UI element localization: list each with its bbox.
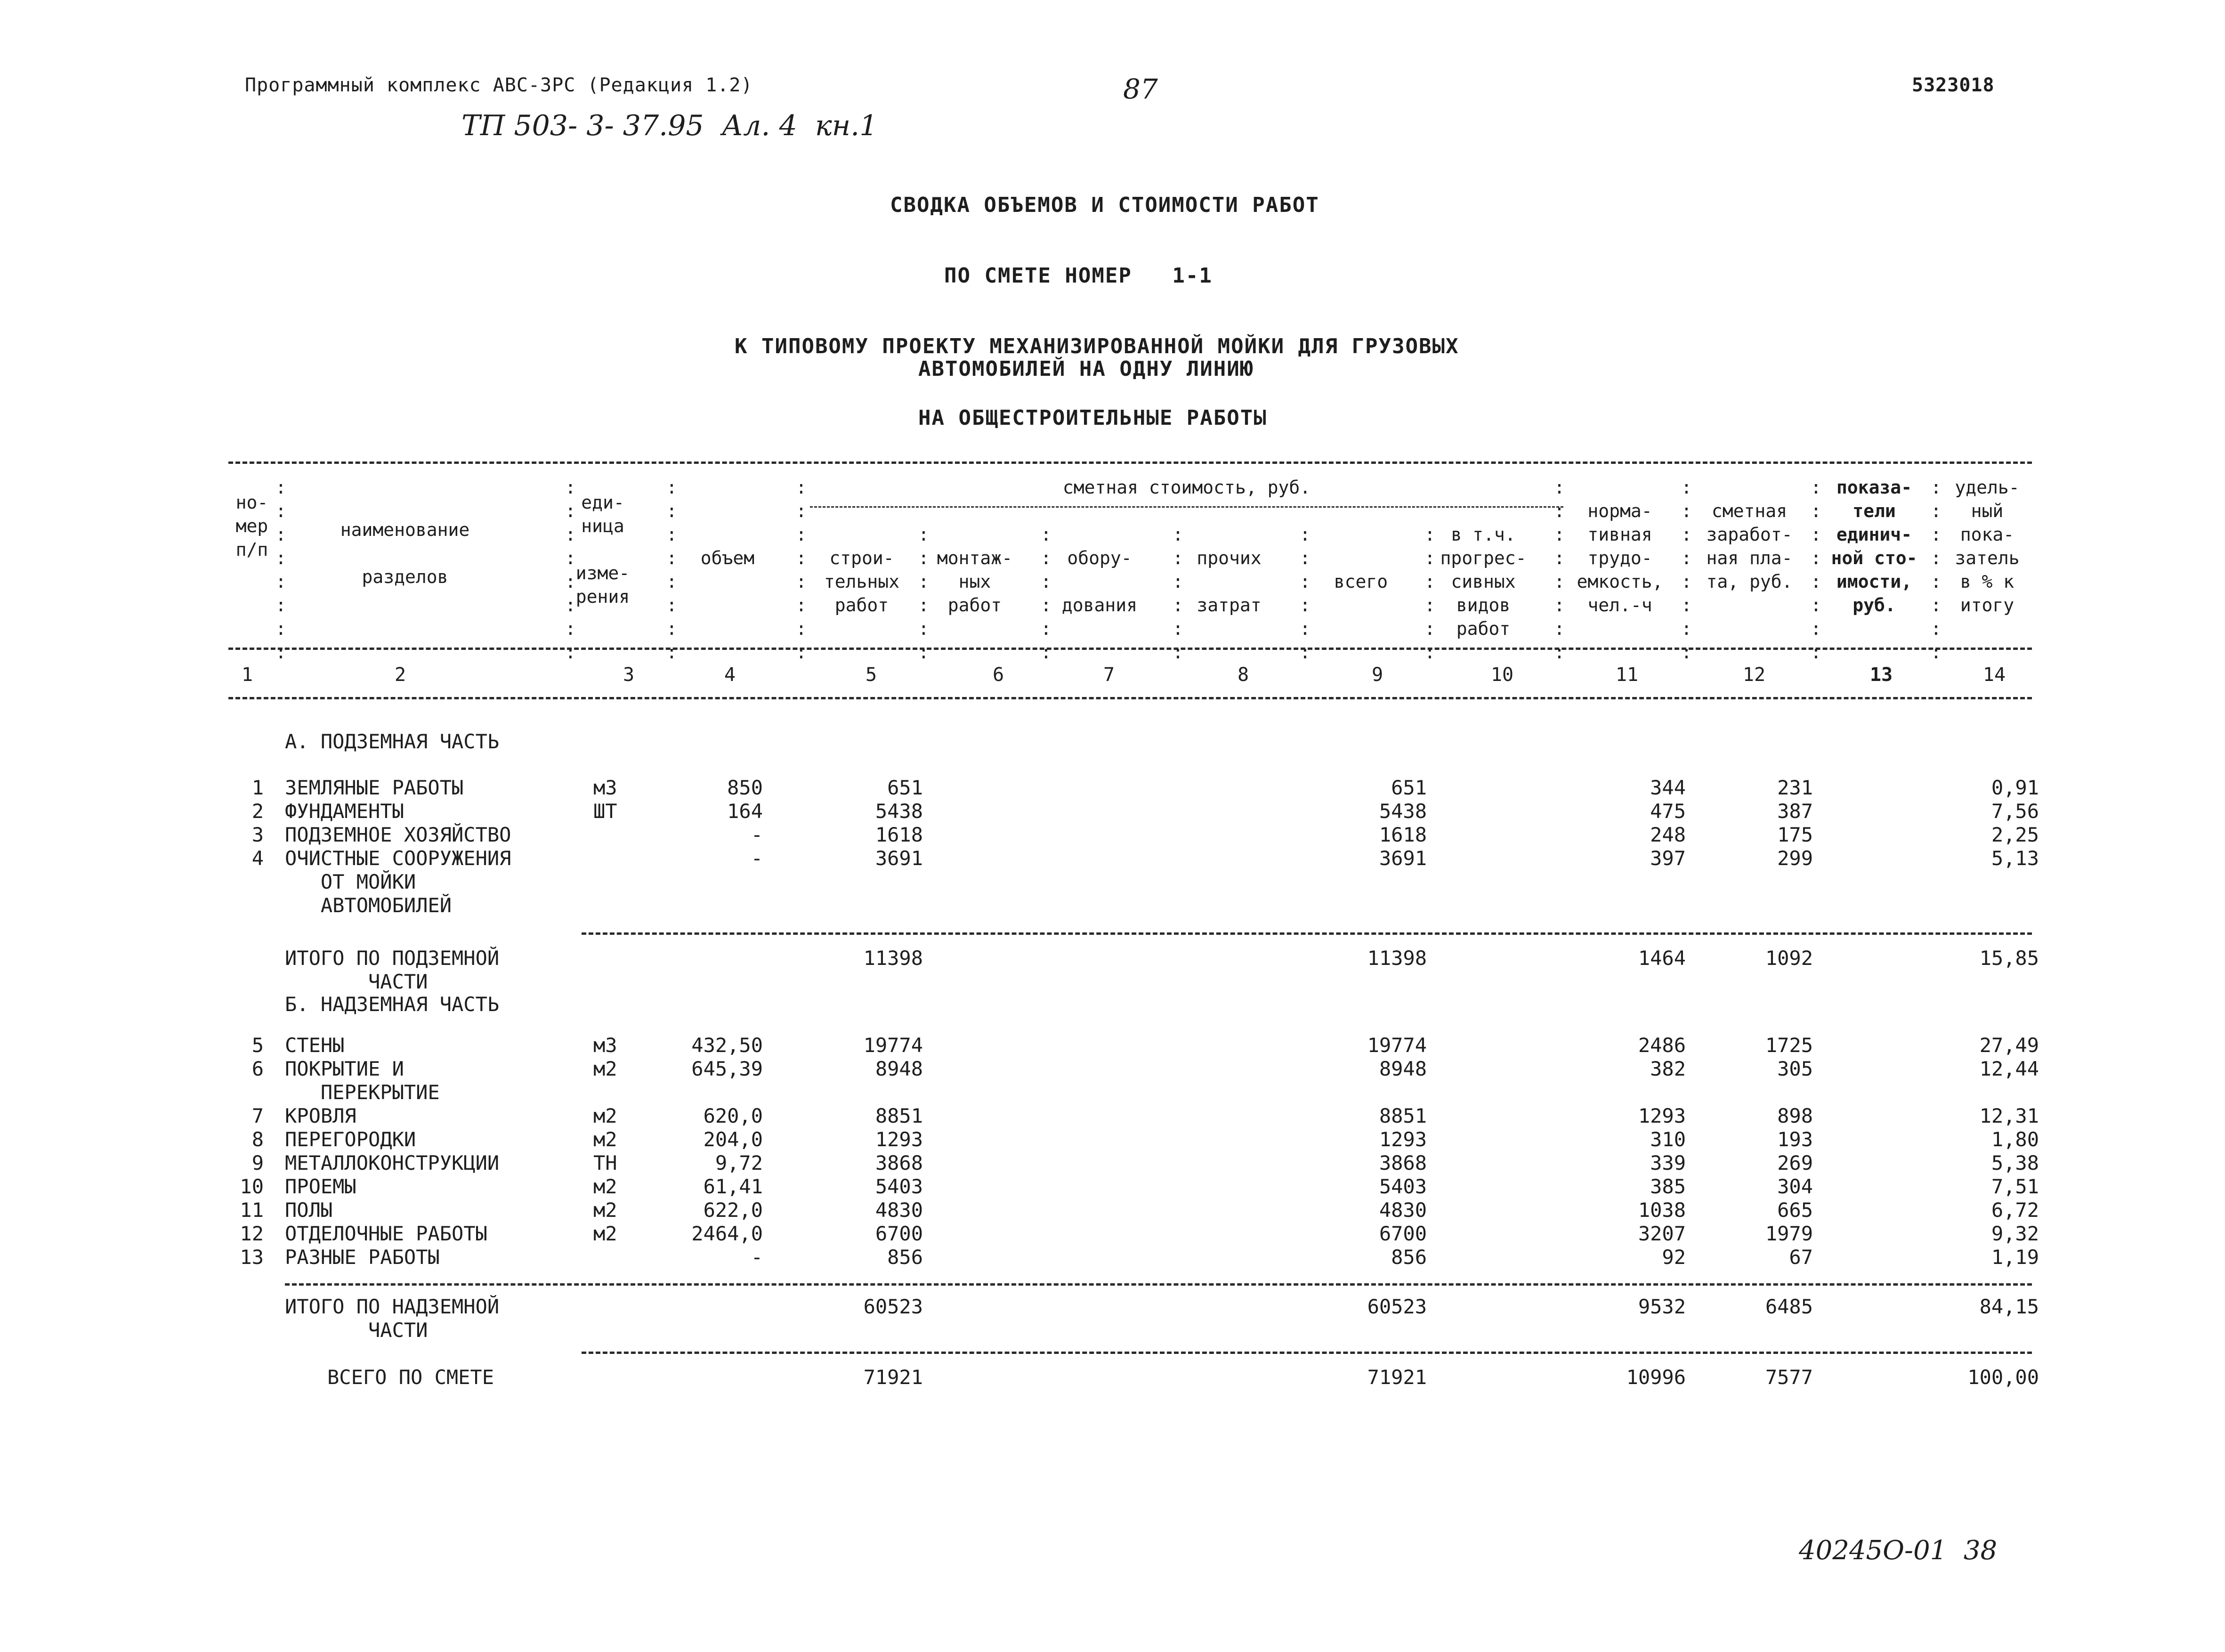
row-number: 1 xyxy=(251,776,264,799)
col-header-cost-group: сметная стоимость, руб. xyxy=(1062,477,1311,498)
row-number: 3 xyxy=(251,823,264,846)
row-wages: 665 xyxy=(1777,1199,1813,1222)
row-wages: 1979 xyxy=(1765,1222,1813,1245)
row-unit: м3 xyxy=(593,1034,617,1057)
section-b-total-rule xyxy=(285,1283,2032,1286)
row-labor: 382 xyxy=(1650,1057,1686,1080)
row-name: ПОДЗЕМНОЕ ХОЗЯЙСТВО xyxy=(285,823,511,846)
section-a-total-share: 15,85 xyxy=(1979,947,2039,970)
col-number: 6 xyxy=(992,664,1004,686)
row-share: 9,32 xyxy=(1991,1222,2039,1245)
col-header-equipment: обору- дования xyxy=(1061,548,1138,615)
col-header-wages: сметная заработ- ная пла- та, руб. xyxy=(1706,501,1793,592)
row-labor: 310 xyxy=(1650,1128,1686,1151)
row-number: 2 xyxy=(251,800,264,823)
col-header-installation: монтаж- ных работ xyxy=(937,548,1013,615)
col-header-other: прочих затрат xyxy=(1197,548,1262,615)
row-labor: 3207 xyxy=(1638,1222,1686,1245)
row-number: 5 xyxy=(251,1034,264,1057)
page-number: 87 xyxy=(1123,73,1158,105)
row-construction-cost: 19774 xyxy=(863,1034,923,1057)
table-top-rule xyxy=(228,462,2032,464)
row-unit: м3 xyxy=(593,776,617,799)
column-numbers-rule xyxy=(228,697,2032,699)
row-number: 4 xyxy=(251,847,264,870)
row-volume: 2464,0 xyxy=(691,1222,763,1245)
grand-total-rule xyxy=(582,1352,2032,1354)
section-b-total-all: 60523 xyxy=(1367,1295,1427,1318)
section-a-total-wages: 1092 xyxy=(1765,947,1813,970)
row-name: ЗЕМЛЯНЫЕ РАБОТЫ xyxy=(285,776,464,799)
section-b-title: Б. НАДЗЕМНАЯ ЧАСТЬ xyxy=(285,993,500,1016)
row-wages: 193 xyxy=(1777,1128,1813,1151)
row-name: ФУНДАМЕНТЫ xyxy=(285,800,404,823)
row-name: ОТДЕЛОЧНЫЕ РАБОТЫ xyxy=(285,1222,487,1245)
project-line-1: К ТИПОВОМУ ПРОЕКТУ МЕХАНИЗИРОВАННОЙ МОЙКИ ДЛЯ ГРУЗОВЫХ xyxy=(735,334,1459,358)
row-wages: 305 xyxy=(1777,1057,1813,1080)
row-wages: 898 xyxy=(1777,1104,1813,1127)
row-total-cost: 8851 xyxy=(1379,1104,1427,1127)
row-wages: 67 xyxy=(1789,1246,1813,1269)
header-bottom-rule xyxy=(228,648,2032,650)
row-volume: 645,39 xyxy=(691,1057,763,1080)
row-share: 2,25 xyxy=(1991,823,2039,846)
section-a-total-construction: 11398 xyxy=(863,947,923,970)
row-wages: 299 xyxy=(1777,847,1813,870)
row-total-cost: 1618 xyxy=(1379,823,1427,846)
section-b-total-share: 84,15 xyxy=(1979,1295,2039,1318)
estimate-number: ПО СМЕТЕ НОМЕР 1-1 xyxy=(944,264,1213,288)
row-name: ПРОЕМЫ xyxy=(285,1175,356,1198)
row-unit: м2 xyxy=(593,1222,617,1245)
row-wages: 387 xyxy=(1777,800,1813,823)
grand-total-labor: 10996 xyxy=(1626,1366,1686,1389)
cost-group-rule xyxy=(810,506,1563,508)
col-header-unit-cost: показа- тели единич- ной сто- имости, руб. xyxy=(1831,477,1918,615)
row-share: 6,72 xyxy=(1991,1199,2039,1222)
col-number: 8 xyxy=(1237,664,1249,686)
section-b-total-construction: 60523 xyxy=(863,1295,923,1318)
row-total-cost: 5438 xyxy=(1379,800,1427,823)
row-labor: 344 xyxy=(1650,776,1686,799)
row-construction-cost: 8948 xyxy=(875,1057,923,1080)
row-construction-cost: 6700 xyxy=(875,1222,923,1245)
row-labor: 1038 xyxy=(1638,1199,1686,1222)
row-labor: 339 xyxy=(1650,1151,1686,1174)
row-number: 10 xyxy=(240,1175,264,1198)
col-header-share: удель- ный пока- затель в % к итогу xyxy=(1955,477,2020,615)
row-volume: - xyxy=(751,1246,763,1269)
section-a-total-all: 11398 xyxy=(1367,947,1427,970)
row-number: 11 xyxy=(240,1199,264,1222)
grand-total-all: 71921 xyxy=(1367,1366,1427,1389)
section-a-total-label: ИТОГО ПО ПОДЗЕМНОЙ ЧАСТИ xyxy=(285,947,500,993)
row-unit: м2 xyxy=(593,1175,617,1198)
row-name: ОЧИСТНЫЕ СООРУЖЕНИЯ ОТ МОЙКИ АВТОМОБИЛЕЙ xyxy=(285,847,511,917)
col-header-volume: объем xyxy=(700,548,755,568)
row-wages: 231 xyxy=(1777,776,1813,799)
row-total-cost: 3691 xyxy=(1379,847,1427,870)
document-code: 5323018 xyxy=(1912,74,1995,96)
row-construction-cost: 3868 xyxy=(875,1151,923,1174)
row-labor: 1293 xyxy=(1638,1104,1686,1127)
col-number: 3 xyxy=(623,664,635,686)
col-header-construction: строи- тельных работ xyxy=(824,548,900,615)
row-volume: 164 xyxy=(727,800,763,823)
row-unit: ТН xyxy=(593,1151,617,1174)
row-volume: 620,0 xyxy=(703,1104,763,1127)
row-share: 12,31 xyxy=(1979,1104,2039,1127)
row-labor: 385 xyxy=(1650,1175,1686,1198)
col-number: 1 xyxy=(241,664,253,686)
col-number: 9 xyxy=(1371,664,1384,686)
row-wages: 304 xyxy=(1777,1175,1813,1198)
row-name: ПОКРЫТИЕ И ПЕРЕКРЫТИЕ xyxy=(285,1057,440,1104)
archive-stamp: 40245О-01 38 xyxy=(1799,1535,1998,1566)
row-share: 27,49 xyxy=(1979,1034,2039,1057)
section-b-total-label: ИТОГО ПО НАДЗЕМНОЙ ЧАСТИ xyxy=(285,1295,500,1342)
row-total-cost: 3868 xyxy=(1379,1151,1427,1174)
row-share: 5,38 xyxy=(1991,1151,2039,1174)
grand-total-share: 100,00 xyxy=(1967,1366,2039,1389)
row-volume: 61,41 xyxy=(703,1175,763,1198)
row-labor: 475 xyxy=(1650,800,1686,823)
col-number: 4 xyxy=(724,664,736,686)
row-share: 5,13 xyxy=(1991,847,2039,870)
row-name: ПОЛЫ xyxy=(285,1199,333,1222)
project-line-2: АВТОМОБИЛЕЙ НА ОДНУ ЛИНИЮ xyxy=(918,357,1254,381)
row-number: 12 xyxy=(240,1222,264,1245)
row-volume: 9,72 xyxy=(715,1151,763,1174)
row-share: 12,44 xyxy=(1979,1057,2039,1080)
col-number: 14 xyxy=(1982,664,2006,686)
row-unit: ШТ xyxy=(593,800,617,823)
handwritten-reference: ТП 503- 3- 37.95 Ал. 4 кн.1 xyxy=(461,109,878,142)
grand-total-construction: 71921 xyxy=(863,1366,923,1389)
section-a-title: А. ПОДЗЕМНАЯ ЧАСТЬ xyxy=(285,730,500,753)
row-construction-cost: 856 xyxy=(887,1246,923,1269)
col-header-labor: норма- тивная трудо- емкость, чел.-ч xyxy=(1577,501,1663,615)
row-share: 1,80 xyxy=(1991,1128,2039,1151)
col-number: 7 xyxy=(1103,664,1115,686)
row-volume: 432,50 xyxy=(691,1034,763,1057)
col-header-name: наименование разделов xyxy=(340,519,470,587)
section-b-total-wages: 6485 xyxy=(1765,1295,1813,1318)
section-b-total-labor: 9532 xyxy=(1638,1295,1686,1318)
col-number: 12 xyxy=(1742,664,1766,686)
row-share: 1,19 xyxy=(1991,1246,2039,1269)
row-wages: 1725 xyxy=(1765,1034,1813,1057)
col-number: 13 xyxy=(1869,664,1893,686)
row-total-cost: 856 xyxy=(1391,1246,1427,1269)
row-total-cost: 5403 xyxy=(1379,1175,1427,1198)
row-name: СТЕНЫ xyxy=(285,1034,345,1057)
row-volume: 622,0 xyxy=(703,1199,763,1222)
row-name: РАЗНЫЕ РАБОТЫ xyxy=(285,1246,440,1269)
row-construction-cost: 5403 xyxy=(875,1175,923,1198)
row-total-cost: 651 xyxy=(1391,776,1427,799)
row-name: МЕТАЛЛОКОНСТРУКЦИИ xyxy=(285,1151,500,1174)
row-labor: 397 xyxy=(1650,847,1686,870)
row-construction-cost: 651 xyxy=(887,776,923,799)
row-total-cost: 6700 xyxy=(1379,1222,1427,1245)
row-number: 7 xyxy=(251,1104,264,1127)
row-number: 9 xyxy=(251,1151,264,1174)
row-construction-cost: 1618 xyxy=(875,823,923,846)
row-unit: м2 xyxy=(593,1104,617,1127)
row-total-cost: 19774 xyxy=(1367,1034,1427,1057)
program-name: Программный комплекс АВС-3РС (Редакция 1.2) xyxy=(245,74,753,96)
section-a-total-labor: 1464 xyxy=(1638,947,1686,970)
col-number: 10 xyxy=(1490,664,1514,686)
row-construction-cost: 8851 xyxy=(875,1104,923,1127)
row-total-cost: 1293 xyxy=(1379,1128,1427,1151)
row-construction-cost: 5438 xyxy=(875,800,923,823)
col-header-number: но- мер п/п xyxy=(235,492,268,560)
row-unit: м2 xyxy=(593,1057,617,1080)
row-labor: 92 xyxy=(1662,1246,1686,1269)
col-number: 2 xyxy=(394,664,406,686)
grand-total-label: ВСЕГО ПО СМЕТЕ xyxy=(327,1366,494,1389)
row-wages: 175 xyxy=(1777,823,1813,846)
row-total-cost: 4830 xyxy=(1379,1199,1427,1222)
row-share: 0,91 xyxy=(1991,776,2039,799)
col-header-total: всего xyxy=(1334,571,1388,592)
row-total-cost: 8948 xyxy=(1379,1057,1427,1080)
row-construction-cost: 1293 xyxy=(875,1128,923,1151)
row-share: 7,56 xyxy=(1991,800,2039,823)
row-number: 13 xyxy=(240,1246,264,1269)
row-volume: - xyxy=(751,823,763,846)
row-number: 8 xyxy=(251,1128,264,1151)
col-number: 11 xyxy=(1615,664,1639,686)
row-name: КРОВЛЯ xyxy=(285,1104,356,1127)
row-construction-cost: 3691 xyxy=(875,847,923,870)
row-unit: м2 xyxy=(593,1199,617,1222)
row-volume: 204,0 xyxy=(703,1128,763,1151)
col-header-progressive: в т.ч. прогрес- сивных видов работ xyxy=(1440,524,1527,639)
report-title: СВОДКА ОБЪЕМОВ И СТОИМОСТИ РАБОТ xyxy=(890,193,1319,217)
row-unit: м2 xyxy=(593,1128,617,1151)
row-wages: 269 xyxy=(1777,1151,1813,1174)
col-number: 5 xyxy=(865,664,877,686)
row-volume: 850 xyxy=(727,776,763,799)
col-header-unit: еди- ница изме- рения xyxy=(575,492,630,607)
row-name: ПЕРЕГОРОДКИ xyxy=(285,1128,416,1151)
grand-total-wages: 7577 xyxy=(1765,1366,1813,1389)
row-share: 7,51 xyxy=(1991,1175,2039,1198)
row-labor: 248 xyxy=(1650,823,1686,846)
works-type: НА ОБЩЕСТРОИТЕЛЬНЫЕ РАБОТЫ xyxy=(918,406,1267,430)
row-number: 6 xyxy=(251,1057,264,1080)
section-a-total-rule xyxy=(582,932,2032,935)
row-construction-cost: 4830 xyxy=(875,1199,923,1222)
row-labor: 2486 xyxy=(1638,1034,1686,1057)
row-volume: - xyxy=(751,847,763,870)
